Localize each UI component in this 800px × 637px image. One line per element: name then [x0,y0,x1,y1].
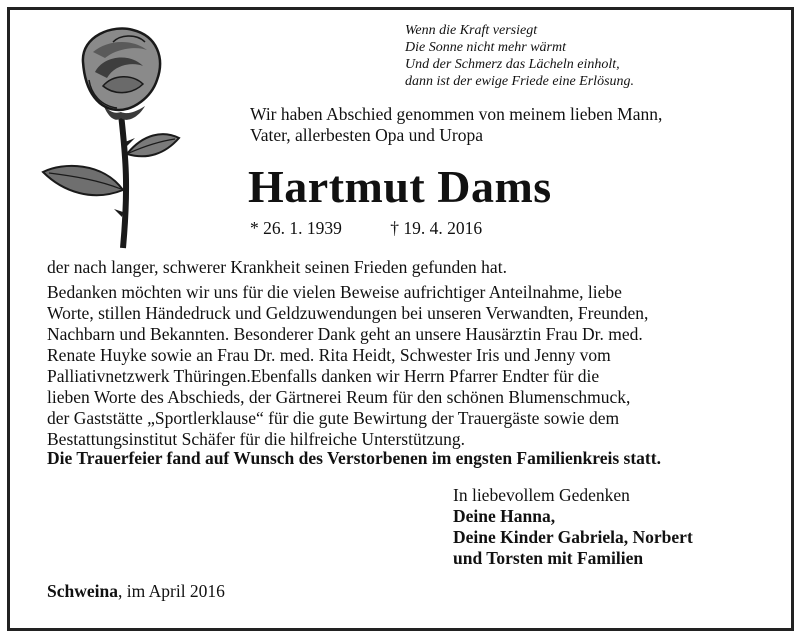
body-first-line: der nach langer, schwerer Krankheit seinen Frieden gefunden hat. [47,257,507,277]
birth-date: * 26. 1. 1939 [250,218,342,238]
thanks-line: Renate Huyke sowie an Frau Dr. med. Rita Heidt, Schwester Iris und Jenny vom [47,345,611,365]
poem-line: Die Sonne nicht mehr wärmt [405,40,566,55]
poem [405,22,634,90]
poem-line: Und der Schmerz das Lächeln einholt, [405,57,620,72]
closing-greeting: In liebevollem Gedenken [453,485,630,505]
mourner-line: Deine Kinder Gabriela, Norbert [453,527,693,547]
place-month: , im April 2016 [117,581,225,601]
intro-text [250,104,662,146]
mourner-line: Deine Hanna, [453,506,556,526]
mourner-line: und Torsten mit Familien [453,548,644,568]
funeral-note: Die Trauerfeier fand auf Wunsch des Verstorbenen im engsten Familienkreis statt. [47,448,661,468]
intro-line: Wir haben Abschied genommen von meinem lieben Mann, [250,104,663,124]
poem-line: dann ist der ewige Friede eine Erlösung. [405,74,635,89]
thanks-line: lieben Worte des Abschieds, der Gärtnerei Reum für den schönen Blumenschmuck, [47,387,631,407]
closing-block [453,485,693,569]
place-town: Schweina [47,581,118,601]
death-date: † 19. 4. 2016 [390,218,483,238]
life-dates [250,218,482,239]
poem-line: Wenn die Kraft versiegt [405,23,538,38]
rose-icon [33,22,193,252]
thanks-line: Worte, stillen Händedruck und Geldzuwendungen bei unseren Verwandten, Freunden, [47,303,649,323]
place-date [47,581,225,602]
notice-body [47,257,767,450]
thanks-line: Bestattungsinstitut Schäfer für die hilfreiche Unterstützung. [47,429,465,449]
thanks-line: der Gaststätte „Sportlerklause“ für die gute Bewirtung der Trauergäste sowie dem [47,408,620,428]
deceased-name: Hartmut Dams [248,161,552,212]
intro-line: Vater, allerbesten Opa und Uropa [250,125,484,145]
thanks-line: Nachbarn und Bekannten. Besonderer Dank geht an unsere Hausärztin Frau Dr. med. [47,324,643,344]
thanks-line: Palliativnetzwerk Thüringen.Ebenfalls danken wir Herrn Pfarrer Endter für die [47,366,600,386]
thanks-line: Bedanken möchten wir uns für die vielen Beweise aufrichtiger Anteilnahme, liebe [47,282,622,302]
